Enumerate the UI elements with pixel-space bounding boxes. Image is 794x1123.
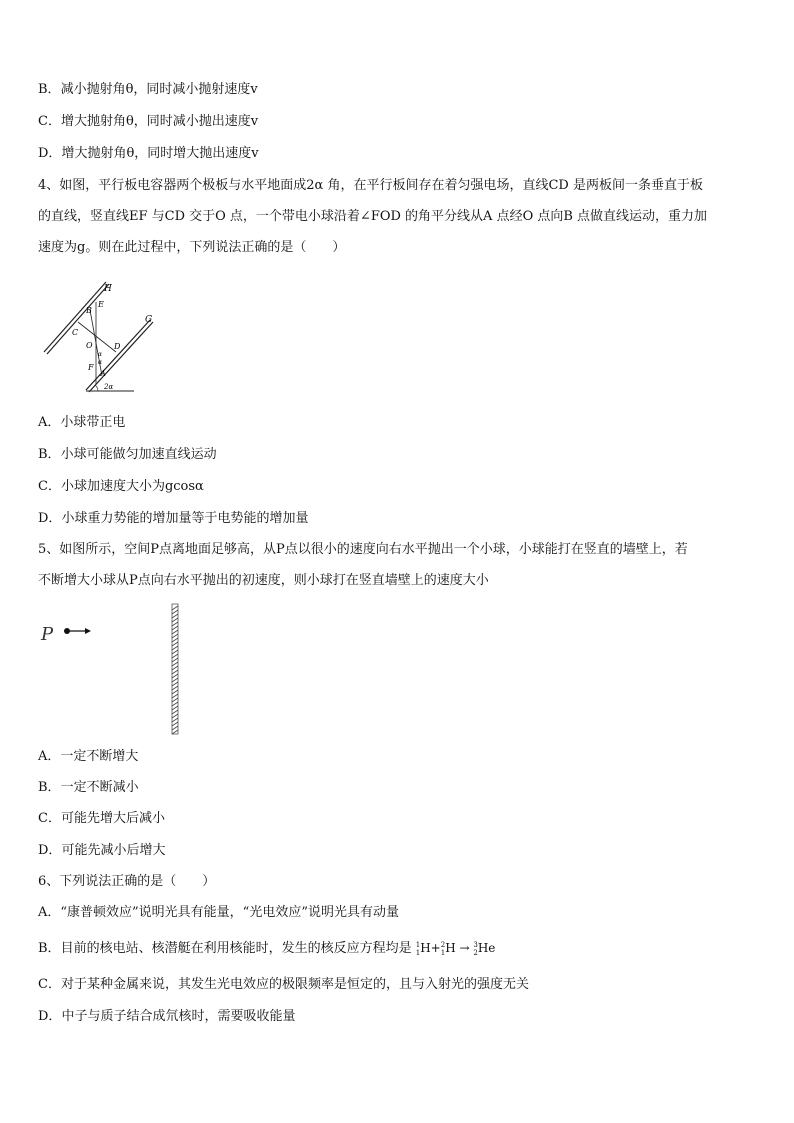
angle-arc	[95, 385, 98, 391]
q6-stem: 6、下列说法正确的是（ ）	[38, 874, 216, 889]
option-letter: B．	[38, 780, 61, 795]
option-text: 可能先减小后增大	[61, 843, 166, 858]
q5-wall-figure	[38, 600, 198, 740]
option-letter: D．	[38, 843, 62, 858]
option-letter: D．	[38, 146, 62, 161]
label-g: G	[145, 315, 153, 325]
arrow-head	[85, 628, 91, 634]
mass-number: 2	[440, 940, 446, 949]
q5-option-c	[38, 809, 165, 829]
q3-option-c	[38, 112, 258, 132]
option-text: 增大抛射角θ，同时增大抛出速度v	[61, 146, 259, 161]
label-b: B	[86, 306, 92, 315]
option-letter: A．	[38, 749, 61, 764]
option-text: 小球重力势能的增加量等于电势能的增加量	[61, 511, 309, 526]
q4-option-c	[38, 477, 204, 497]
label-f: F	[88, 363, 94, 372]
q4-option-d	[38, 509, 308, 529]
plus-sign: +	[430, 941, 441, 955]
option-text: 小球可能做匀加速直线运动	[60, 447, 217, 462]
element-symbol: H	[445, 941, 456, 955]
label-d: D	[114, 342, 121, 351]
option-letter: A．	[38, 905, 61, 920]
left-plate-line	[44, 282, 106, 352]
q6-option-a	[38, 903, 399, 923]
option-text: “康普顿效应”说明光具有能量，“光电效应”说明光具有动量	[60, 905, 399, 920]
q3-option-d	[38, 144, 259, 164]
q6-option-b	[38, 938, 495, 959]
q5-option-b	[38, 778, 139, 798]
q5-option-d	[38, 841, 165, 861]
option-text: 减小抛射角θ，同时减小抛射速度v	[60, 82, 258, 97]
label-c: C	[72, 328, 79, 337]
option-letter: B．	[38, 941, 61, 956]
label-e: E	[98, 300, 104, 309]
option-text: 增大抛射角θ，同时减小抛出速度v	[60, 114, 259, 129]
option-text: 目前的核电站、核潜艇在利用核能时，发生的核反应方程均是	[60, 941, 412, 956]
q5-option-a	[38, 747, 138, 767]
option-letter: C．	[38, 977, 61, 992]
option-text: 一定不断减小	[60, 780, 139, 795]
label-h: H	[104, 284, 112, 294]
q4-stem-line-3: 速度为g。则在此过程中，下列说法正确的是（ ）	[38, 240, 346, 255]
left-plate-line	[47, 284, 109, 354]
atomic-number: 2	[473, 948, 478, 957]
mass-number: 1	[415, 940, 421, 949]
label-alpha-1: α	[98, 351, 103, 358]
q3-option-b	[38, 80, 258, 100]
mass-number: 3	[473, 940, 478, 949]
atomic-number: 1	[440, 948, 446, 957]
element-symbol: H	[420, 941, 431, 955]
element-symbol: He	[477, 941, 496, 955]
option-letter: B．	[38, 447, 61, 462]
label-alpha-2: α	[98, 359, 103, 366]
q4-capacitor-figure	[38, 272, 178, 397]
option-text: 中子与质子结合成氘核时，需要吸收能量	[61, 1009, 296, 1024]
q4-stem-line-1: 4、如图，平行板电容器两个极板与水平地面成2α 角，在平行板间存在着匀强电场，直线CD 是两板间一条垂直于板	[38, 178, 703, 193]
label-p: P	[41, 624, 54, 645]
label-o: O	[86, 341, 93, 350]
option-letter: B．	[38, 82, 61, 97]
option-text: 对于某种金属来说，其发生光电效应的极限频率是恒定的，且与入射光的强度无关	[60, 977, 529, 992]
arrow-symbol: →	[459, 941, 470, 955]
atomic-number: 1	[415, 948, 421, 957]
q4-option-a	[38, 413, 125, 433]
option-letter: C．	[38, 114, 61, 129]
option-letter: D．	[38, 1009, 62, 1024]
q5-stem-line-1: 5、如图所示，空间P点离地面足够高，从P点以很小的速度向右水平抛出一个小球，小球能打在竖直的墙壁上，若	[38, 542, 688, 557]
option-text: 一定不断增大	[60, 749, 139, 764]
q6-option-c	[38, 975, 529, 995]
label-2alpha: 2α	[104, 383, 114, 391]
option-letter: C．	[38, 479, 61, 494]
nuclear-equation	[416, 941, 496, 955]
q4-stem-line-2: 的直线，竖直线EF 与CD 交于O 点，一个带电小球沿着∠FOD 的角平分线从A 点经O 点向B 点做直线运动，重力加	[38, 209, 708, 224]
q6-option-d	[38, 1007, 295, 1027]
q4-option-b	[38, 445, 217, 465]
label-a: A	[100, 369, 106, 378]
option-text: 小球带正电	[60, 415, 126, 430]
option-letter: A．	[38, 415, 61, 430]
option-letter: D．	[38, 511, 62, 526]
option-text: 小球加速度大小为gcosα	[60, 479, 204, 494]
q5-stem-line-2: 不断增大小球从P点向右水平抛出的初速度，则小球打在竖直墙壁上的速度大小	[38, 573, 489, 588]
option-text: 可能先增大后减小	[60, 811, 165, 826]
option-letter: C．	[38, 811, 61, 826]
